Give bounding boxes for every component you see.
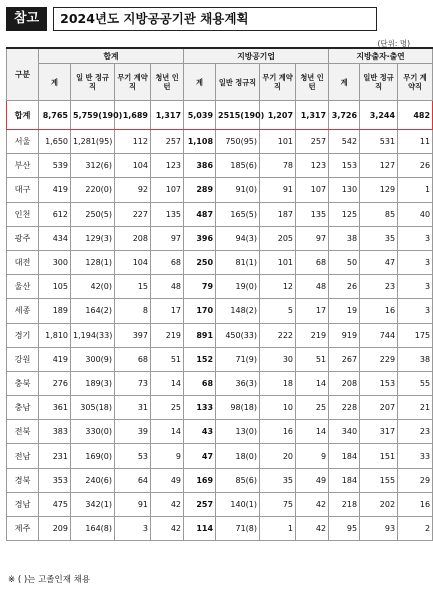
value-cell: 97 xyxy=(151,226,184,250)
value-cell: 14 xyxy=(296,420,329,444)
value-cell: 155 xyxy=(360,468,398,492)
value-cell: 91 xyxy=(260,178,296,202)
table-row xyxy=(7,202,433,226)
value-cell: 92 xyxy=(115,178,151,202)
value-cell: 185(6) xyxy=(216,154,260,178)
value-cell: 169(0) xyxy=(71,444,115,468)
value-cell: 3 xyxy=(398,299,433,323)
value-cell: 250 xyxy=(184,250,216,274)
value-cell: 205 xyxy=(260,226,296,250)
region-cell: 합계 xyxy=(7,101,39,130)
value-cell: 612 xyxy=(39,202,71,226)
value-cell: 209 xyxy=(39,517,71,541)
value-cell: 85 xyxy=(360,202,398,226)
value-cell: 20 xyxy=(260,444,296,468)
value-cell: 208 xyxy=(329,371,360,395)
value-cell: 29 xyxy=(398,468,433,492)
value-cell: 36(3) xyxy=(216,371,260,395)
value-cell: 164(8) xyxy=(71,517,115,541)
value-cell: 35 xyxy=(260,468,296,492)
value-cell: 220(0) xyxy=(71,178,115,202)
page-title: 2024년도 지방공공기관 채용계획 xyxy=(53,7,377,31)
region-cell: 세종 xyxy=(7,299,39,323)
value-cell: 16 xyxy=(398,492,433,516)
value-cell: 1,810 xyxy=(39,323,71,347)
value-cell: 26 xyxy=(398,154,433,178)
header-total-sum: 계 xyxy=(39,64,71,101)
value-cell: 170 xyxy=(184,299,216,323)
value-cell: 17 xyxy=(296,299,329,323)
value-cell: 744 xyxy=(360,323,398,347)
value-cell: 30 xyxy=(260,347,296,371)
value-cell: 189 xyxy=(39,299,71,323)
value-cell: 12 xyxy=(260,275,296,299)
value-cell: 175 xyxy=(398,323,433,347)
value-cell: 133 xyxy=(184,396,216,420)
value-cell: 189(3) xyxy=(71,371,115,395)
header xyxy=(6,6,377,32)
table-row xyxy=(7,396,433,420)
value-cell: 340 xyxy=(329,420,360,444)
value-cell: 107 xyxy=(151,178,184,202)
value-cell: 21 xyxy=(398,396,433,420)
table-row xyxy=(7,178,433,202)
hiring-plan-table xyxy=(6,47,433,541)
table-row xyxy=(7,323,433,347)
value-cell: 129 xyxy=(360,178,398,202)
region-cell: 대구 xyxy=(7,178,39,202)
value-cell: 475 xyxy=(39,492,71,516)
value-cell: 434 xyxy=(39,226,71,250)
value-cell: 47 xyxy=(360,250,398,274)
value-cell: 97 xyxy=(296,226,329,250)
region-cell: 전남 xyxy=(7,444,39,468)
value-cell: 218 xyxy=(329,492,360,516)
value-cell: 222 xyxy=(260,323,296,347)
value-cell: 79 xyxy=(184,275,216,299)
value-cell: 18(0) xyxy=(216,444,260,468)
value-cell: 1,207 xyxy=(260,101,296,130)
value-cell: 40 xyxy=(398,202,433,226)
region-cell: 울산 xyxy=(7,275,39,299)
header-invest-indefinite: 무기 계약직 xyxy=(398,64,433,101)
value-cell: 482 xyxy=(398,101,433,130)
value-cell: 135 xyxy=(151,202,184,226)
value-cell: 151 xyxy=(360,444,398,468)
table-row xyxy=(7,130,433,154)
value-cell: 42 xyxy=(151,492,184,516)
value-cell: 330(0) xyxy=(71,420,115,444)
value-cell: 123 xyxy=(296,154,329,178)
value-cell: 123 xyxy=(151,154,184,178)
value-cell: 33 xyxy=(398,444,433,468)
value-cell: 129(3) xyxy=(71,226,115,250)
value-cell: 128(1) xyxy=(71,250,115,274)
region-cell: 충북 xyxy=(7,371,39,395)
value-cell: 3,244 xyxy=(360,101,398,130)
value-cell: 19(0) xyxy=(216,275,260,299)
value-cell: 153 xyxy=(360,371,398,395)
value-cell: 71(8) xyxy=(216,517,260,541)
value-cell: 19 xyxy=(329,299,360,323)
table-row xyxy=(7,347,433,371)
value-cell: 16 xyxy=(260,420,296,444)
value-cell: 68 xyxy=(184,371,216,395)
value-cell: 16 xyxy=(360,299,398,323)
total-row xyxy=(7,101,433,130)
value-cell: 101 xyxy=(260,130,296,154)
value-cell: 250(5) xyxy=(71,202,115,226)
value-cell: 125 xyxy=(329,202,360,226)
value-cell: 78 xyxy=(260,154,296,178)
table-row xyxy=(7,250,433,274)
table-row xyxy=(7,275,433,299)
value-cell: 1,194(33) xyxy=(71,323,115,347)
value-cell: 219 xyxy=(296,323,329,347)
value-cell: 51 xyxy=(296,347,329,371)
header-invest-sum: 계 xyxy=(329,64,360,101)
table-row xyxy=(7,468,433,492)
table-row xyxy=(7,299,433,323)
value-cell: 361 xyxy=(39,396,71,420)
value-cell: 487 xyxy=(184,202,216,226)
value-cell: 1,317 xyxy=(296,101,329,130)
value-cell: 13(0) xyxy=(216,420,260,444)
value-cell: 85(6) xyxy=(216,468,260,492)
value-cell: 114 xyxy=(184,517,216,541)
value-cell: 25 xyxy=(296,396,329,420)
value-cell: 184 xyxy=(329,444,360,468)
value-cell: 104 xyxy=(115,250,151,274)
table-row xyxy=(7,444,433,468)
header-total-regular: 일 반 정규직 xyxy=(71,64,115,101)
value-cell: 531 xyxy=(360,130,398,154)
value-cell: 3 xyxy=(398,275,433,299)
value-cell: 1 xyxy=(398,178,433,202)
value-cell: 42 xyxy=(151,517,184,541)
value-cell: 9 xyxy=(151,444,184,468)
value-cell: 105 xyxy=(39,275,71,299)
value-cell: 312(6) xyxy=(71,154,115,178)
value-cell: 1 xyxy=(260,517,296,541)
header-corp-indefinite: 무기 계약직 xyxy=(260,64,296,101)
value-cell: 919 xyxy=(329,323,360,347)
value-cell: 49 xyxy=(296,468,329,492)
value-cell: 450(33) xyxy=(216,323,260,347)
value-cell: 3 xyxy=(398,226,433,250)
value-cell: 14 xyxy=(151,371,184,395)
value-cell: 419 xyxy=(39,347,71,371)
value-cell: 8 xyxy=(115,299,151,323)
header-corp-sum: 계 xyxy=(184,64,216,101)
unit-label: (단위: 명) xyxy=(377,39,410,48)
value-cell: 8,765 xyxy=(39,101,71,130)
region-cell: 서울 xyxy=(7,130,39,154)
value-cell: 47 xyxy=(184,444,216,468)
value-cell: 25 xyxy=(151,396,184,420)
value-cell: 240(6) xyxy=(71,468,115,492)
value-cell: 127 xyxy=(360,154,398,178)
value-cell: 15 xyxy=(115,275,151,299)
value-cell: 81(1) xyxy=(216,250,260,274)
value-cell: 23 xyxy=(398,420,433,444)
value-cell: 207 xyxy=(360,396,398,420)
value-cell: 23 xyxy=(360,275,398,299)
value-cell: 2 xyxy=(398,517,433,541)
value-cell: 750(95) xyxy=(216,130,260,154)
value-cell: 542 xyxy=(329,130,360,154)
value-cell: 135 xyxy=(296,202,329,226)
region-cell: 충남 xyxy=(7,396,39,420)
value-cell: 17 xyxy=(151,299,184,323)
value-cell: 396 xyxy=(184,226,216,250)
header-group-total: 합계 xyxy=(39,48,184,64)
value-cell: 3 xyxy=(115,517,151,541)
value-cell: 68 xyxy=(296,250,329,274)
value-cell: 228 xyxy=(329,396,360,420)
value-cell: 187 xyxy=(260,202,296,226)
value-cell: 64 xyxy=(115,468,151,492)
value-cell: 98(18) xyxy=(216,396,260,420)
value-cell: 300(9) xyxy=(71,347,115,371)
region-cell: 전북 xyxy=(7,420,39,444)
value-cell: 397 xyxy=(115,323,151,347)
value-cell: 208 xyxy=(115,226,151,250)
header-corp-regular: 일반 정규직 xyxy=(216,64,260,101)
value-cell: 257 xyxy=(296,130,329,154)
value-cell: 148(2) xyxy=(216,299,260,323)
table-body xyxy=(7,101,433,541)
value-cell: 35 xyxy=(360,226,398,250)
value-cell: 68 xyxy=(115,347,151,371)
header-invest-regular: 일반 정규직 xyxy=(360,64,398,101)
value-cell: 383 xyxy=(39,420,71,444)
value-cell: 257 xyxy=(184,492,216,516)
value-cell: 11 xyxy=(398,130,433,154)
value-cell: 342(1) xyxy=(71,492,115,516)
value-cell: 31 xyxy=(115,396,151,420)
value-cell: 184 xyxy=(329,468,360,492)
header-group-invest: 지방출자·출연 xyxy=(329,48,433,64)
value-cell: 14 xyxy=(151,420,184,444)
table-row xyxy=(7,154,433,178)
value-cell: 48 xyxy=(296,275,329,299)
value-cell: 257 xyxy=(151,130,184,154)
value-cell: 73 xyxy=(115,371,151,395)
value-cell: 153 xyxy=(329,154,360,178)
value-cell: 42 xyxy=(296,492,329,516)
table-row xyxy=(7,492,433,516)
value-cell: 300 xyxy=(39,250,71,274)
value-cell: 386 xyxy=(184,154,216,178)
value-cell: 267 xyxy=(329,347,360,371)
value-cell: 9 xyxy=(296,444,329,468)
region-cell: 부산 xyxy=(7,154,39,178)
value-cell: 891 xyxy=(184,323,216,347)
region-cell: 경남 xyxy=(7,492,39,516)
region-cell: 광주 xyxy=(7,226,39,250)
value-cell: 75 xyxy=(260,492,296,516)
table-row xyxy=(7,226,433,250)
value-cell: 107 xyxy=(296,178,329,202)
value-cell: 42(0) xyxy=(71,275,115,299)
value-cell: 419 xyxy=(39,178,71,202)
table-row xyxy=(7,517,433,541)
value-cell: 68 xyxy=(151,250,184,274)
value-cell: 48 xyxy=(151,275,184,299)
value-cell: 353 xyxy=(39,468,71,492)
value-cell: 42 xyxy=(296,517,329,541)
header-group-corp: 지방공기업 xyxy=(184,48,329,64)
value-cell: 2515(190) xyxy=(216,101,260,130)
value-cell: 38 xyxy=(329,226,360,250)
value-cell: 1,650 xyxy=(39,130,71,154)
value-cell: 305(18) xyxy=(71,396,115,420)
value-cell: 231 xyxy=(39,444,71,468)
value-cell: 169 xyxy=(184,468,216,492)
value-cell: 539 xyxy=(39,154,71,178)
value-cell: 101 xyxy=(260,250,296,274)
value-cell: 112 xyxy=(115,130,151,154)
value-cell: 164(2) xyxy=(71,299,115,323)
value-cell: 140(1) xyxy=(216,492,260,516)
value-cell: 53 xyxy=(115,444,151,468)
region-cell: 강원 xyxy=(7,347,39,371)
header-total-intern: 청년 인턴 xyxy=(151,64,184,101)
value-cell: 1,689 xyxy=(115,101,151,130)
reference-badge: 참고 xyxy=(6,7,47,31)
value-cell: 152 xyxy=(184,347,216,371)
value-cell: 219 xyxy=(151,323,184,347)
table-row xyxy=(7,371,433,395)
region-cell: 인천 xyxy=(7,202,39,226)
value-cell: 26 xyxy=(329,275,360,299)
value-cell: 317 xyxy=(360,420,398,444)
value-cell: 229 xyxy=(360,347,398,371)
value-cell: 5,759(190) xyxy=(71,101,115,130)
value-cell: 276 xyxy=(39,371,71,395)
value-cell: 1,108 xyxy=(184,130,216,154)
value-cell: 49 xyxy=(151,468,184,492)
value-cell: 202 xyxy=(360,492,398,516)
value-cell: 94(3) xyxy=(216,226,260,250)
value-cell: 130 xyxy=(329,178,360,202)
value-cell: 50 xyxy=(329,250,360,274)
value-cell: 55 xyxy=(398,371,433,395)
value-cell: 165(5) xyxy=(216,202,260,226)
footnote: ※ ( )는 고졸인재 채용 xyxy=(8,575,91,585)
value-cell: 1,281(95) xyxy=(71,130,115,154)
region-cell: 대전 xyxy=(7,250,39,274)
value-cell: 93 xyxy=(360,517,398,541)
value-cell: 104 xyxy=(115,154,151,178)
value-cell: 38 xyxy=(398,347,433,371)
value-cell: 3 xyxy=(398,250,433,274)
header-corp-intern: 청년 인턴 xyxy=(296,64,329,101)
region-cell: 경북 xyxy=(7,468,39,492)
value-cell: 227 xyxy=(115,202,151,226)
value-cell: 39 xyxy=(115,420,151,444)
header-total-indefinite: 무기 계약직 xyxy=(115,64,151,101)
region-cell: 제주 xyxy=(7,517,39,541)
value-cell: 95 xyxy=(329,517,360,541)
value-cell: 18 xyxy=(260,371,296,395)
header-category: 구분 xyxy=(7,48,39,101)
value-cell: 5 xyxy=(260,299,296,323)
value-cell: 71(9) xyxy=(216,347,260,371)
value-cell: 91 xyxy=(115,492,151,516)
value-cell: 14 xyxy=(296,371,329,395)
value-cell: 289 xyxy=(184,178,216,202)
value-cell: 91(0) xyxy=(216,178,260,202)
value-cell: 3,726 xyxy=(329,101,360,130)
value-cell: 1,317 xyxy=(151,101,184,130)
value-cell: 5,039 xyxy=(184,101,216,130)
value-cell: 10 xyxy=(260,396,296,420)
table-row xyxy=(7,420,433,444)
region-cell: 경기 xyxy=(7,323,39,347)
value-cell: 51 xyxy=(151,347,184,371)
value-cell: 43 xyxy=(184,420,216,444)
